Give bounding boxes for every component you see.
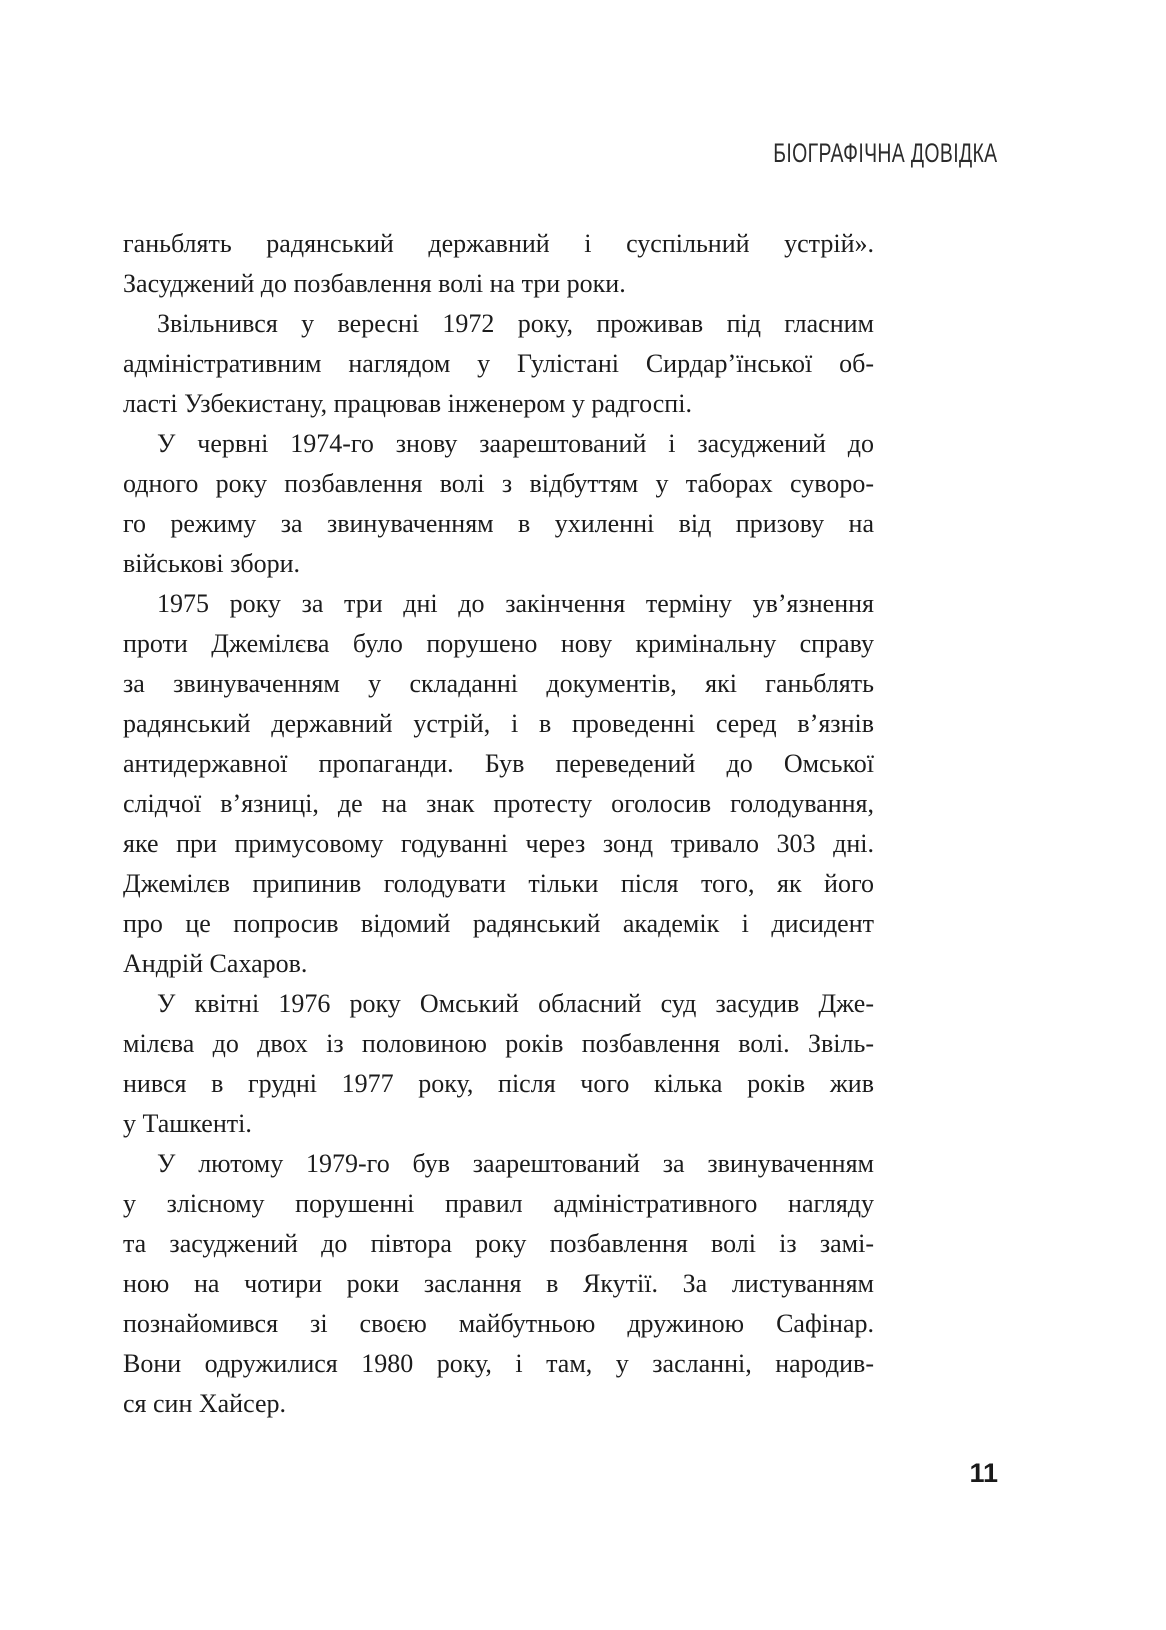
text-line: мілєва до двох із половиною років позбавлення волі. Звіль- [123,1029,874,1058]
text-line: познайомився зі своєю майбутньою дружиною Сафінар. [123,1309,874,1338]
text-line: ся син Хайсер. [123,1389,286,1418]
text-line: адміністративним наглядом у Гулістані Сирдар’їнської об- [123,349,874,378]
paragraph [123,304,874,424]
page-number: 11 [969,1458,998,1488]
text-line: військові збори. [123,549,301,578]
text-line: проти Джемілєва було порушено нову кримінальну справу [123,629,874,658]
text-line: про це попросив відомий радянський академік і дисидент [123,909,874,938]
paragraph [123,424,874,584]
text-line: ласті Узбекистану, працював інженером у радгоспі. [123,389,692,418]
text-line: антидержавної пропаганди. Був переведений до Омської [123,749,874,778]
text-line: У червні 1974-го знову заарештований і засуджений до [157,429,874,458]
paragraph [123,224,874,304]
text-line: ганьблять радянський державний і суспільний устрій». [123,229,874,258]
text-line: го режиму за звинуваченням в ухиленні від призову на [123,509,874,538]
paragraph [123,584,874,984]
text-line: Андрій Сахаров. [123,949,308,978]
text-line: Засуджений до позбавлення волі на три роки. [123,269,626,298]
text-line: та засуджений до півтора року позбавлення волі із замі- [123,1229,874,1258]
paragraph [123,1144,874,1424]
text-line: у злісному порушенні правил адміністративного нагляду [123,1189,874,1218]
text-line: ною на чотири роки заслання в Якутії. За листуванням [123,1269,874,1298]
running-head: БІОГРАФІЧНА ДОВІДКА [773,138,998,168]
text-line: у Ташкенті. [123,1109,252,1138]
text-line: У квітні 1976 року Омський обласний суд засудив Дже- [157,989,874,1018]
text-line: за звинуваченням у складанні документів, які ганьблять [123,669,874,698]
text-line: Звільнився у вересні 1972 року, проживав під гласним [157,309,874,338]
text-line: 1975 року за три дні до закінчення терміну ув’язнення [157,589,874,618]
text-line: радянський державний устрій, і в проведенні серед в’язнів [123,709,874,738]
text-line: одного року позбавлення волі з відбуттям у таборах суворо- [123,469,874,498]
paragraph [123,984,874,1144]
text-line: Вони одружилися 1980 року, і там, у засланні, народив- [123,1349,874,1378]
text-line: Джемілєв припинив голодувати тільки після того, як його [123,869,874,898]
body-text [123,224,874,1424]
text-line: нився в грудні 1977 року, після чого кілька років жив [123,1069,874,1098]
text-line: У лютому 1979-го був заарештований за звинуваченням [157,1149,874,1178]
text-line: слідчої в’язниці, де на знак протесту оголосив голодування, [123,789,874,818]
text-line: яке при примусовому годуванні через зонд тривало 303 дні. [123,829,874,858]
